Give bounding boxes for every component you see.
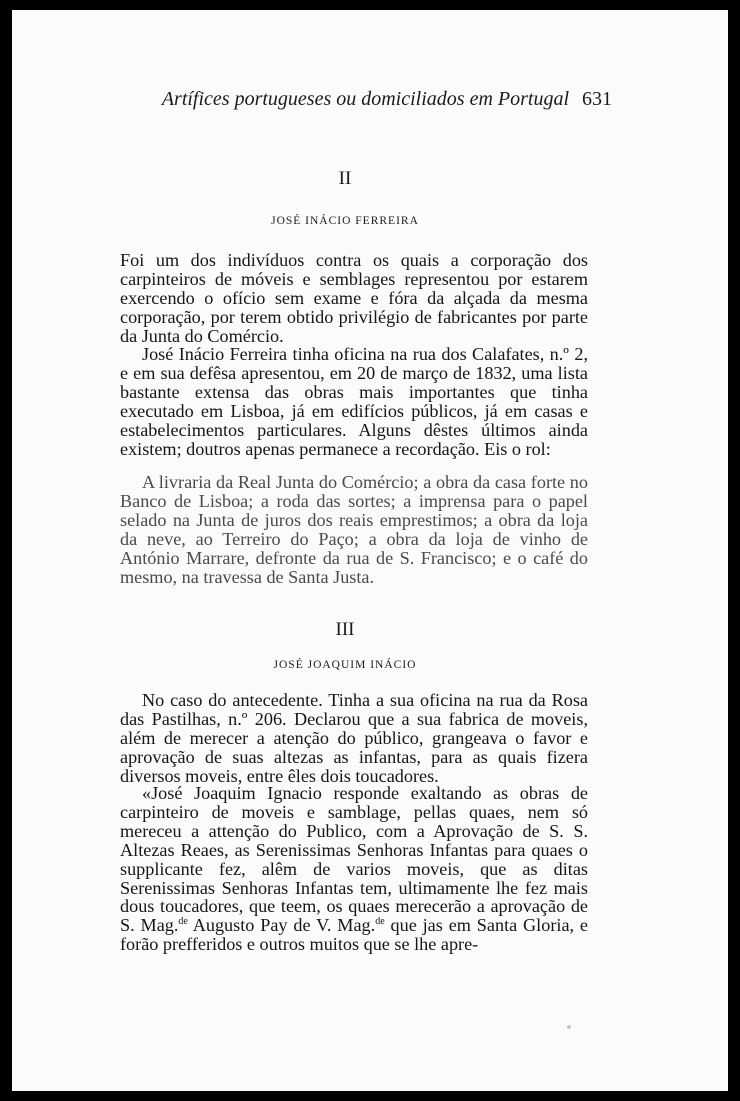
section-name: JOSÉ INÁCIO FERREIRA — [271, 215, 419, 227]
paragraph: No caso do antecedente. Tinha a sua oficina na rua da Rosa das Pastilhas, n.º 206. Declarou que a sua fabrica de moveis, além de merecer a atenção do público, grangeava o favor e aprovação de suas altezas as infantas, para as quais fizera diversos moveis, entre êles dois toucadores. — [120, 690, 588, 786]
document-page — [12, 10, 728, 1091]
quotation — [120, 784, 588, 954]
page-number: 631 — [582, 88, 612, 110]
paragraph: Foi um dos indivíduos contra os quais a corporação dos carpinteiros de móveis e semblages representou por estarem exercendo o ofício sem exame e fóra da alçada da mesma corporação, por terem obtido privilégio de fabricantes por parte da Junta do Comércio. — [120, 250, 588, 346]
running-title: Artífices portugueses ou domiciliados em Portugal — [161, 88, 569, 110]
paragraph: José Inácio Ferreira tinha oficina na rua dos Calafates, n.º 2, e em sua defêsa apresentou, em 20 de março de 1832, uma lista bastante extensa das obras mais importantes que tinha executado em Lisboa, já em edifícios públicos, já em casas e estabelecimentos particulares. Alguns dêstes últimos ainda existem; doutros apenas permanece a recordação. Eis o rol: — [120, 344, 588, 459]
quote-text: que jas em Santa Gloria, e forão prefferidos e outros muitos que se lhe apre- — [120, 915, 589, 955]
paper-speck — [567, 1025, 571, 1029]
quote-text: Augusto Pay de V. Mag. — [187, 915, 376, 936]
superscript: de — [178, 916, 188, 928]
section-numeral: III — [335, 619, 355, 640]
superscript: de — [375, 916, 385, 928]
quote-text: «José Joaquim Ignacio responde exaltando as obras de carpinteiro de moveis e samblage, pellas quaes, nem só mereceu a attenção do Publico, com a Aprovação de S. S. Altezas Reaes, as Serenissimas Senhoras Infantas para quaes o supplicante fez, alêm de varios moveis, que as ditas Serenissimas Senhoras Infantas tem, ultimamente lhe fez mais dous toucadores, que teem, os quaes merecerão a aprovação de S. Mag. — [120, 783, 588, 936]
section-numeral: II — [338, 168, 352, 189]
paragraph: A livraria da Real Junta do Comércio; a obra da casa forte no Banco de Lisboa; a roda das sortes; a imprensa para o papel selado na Junta de juros dos reais emprestimos; a obra da loja da neve, ao Terreiro do Paço; a obra da loja de vinho de António Marrare, defronte da rua de S. Francisco; e o café do mesmo, na travessa de Santa Justa. — [120, 472, 588, 587]
section-name: JOSÉ JOAQUIM INÁCIO — [273, 659, 417, 671]
running-header — [12, 88, 612, 111]
